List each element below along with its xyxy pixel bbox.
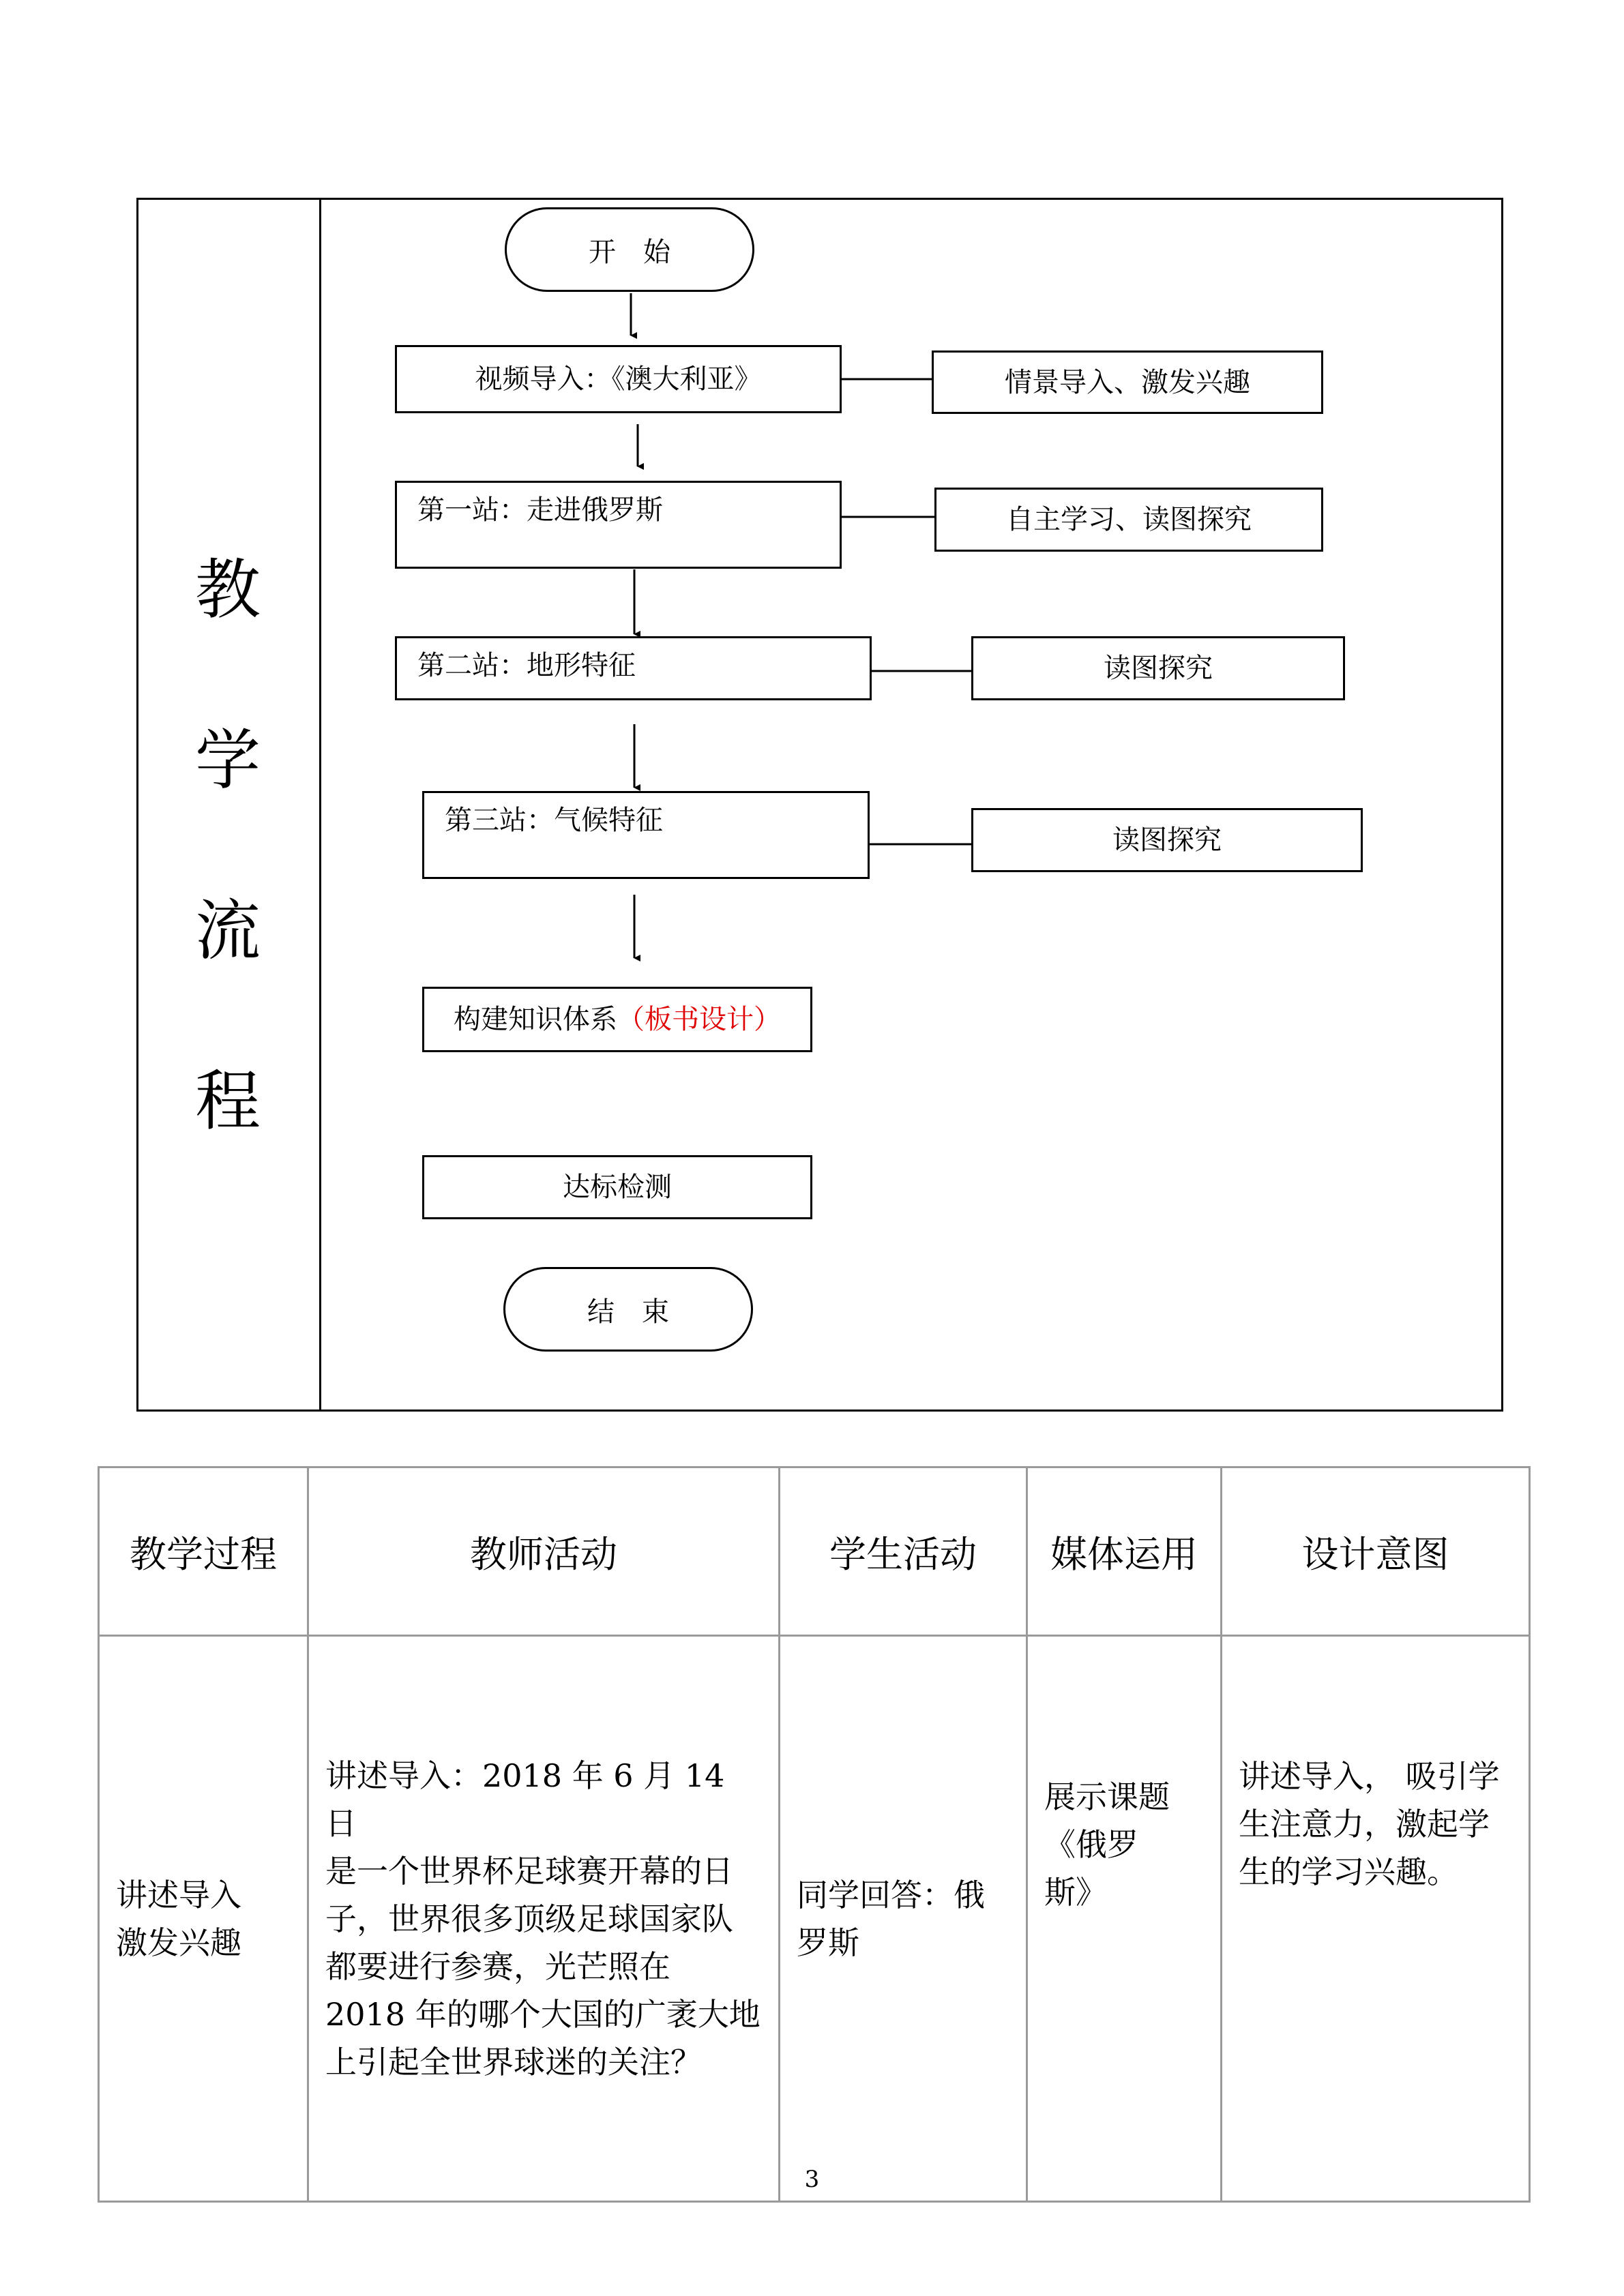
build-knowledge-highlight: （板书设计）	[617, 1004, 781, 1035]
cell-process-line: 激发兴趣	[116, 1924, 241, 1961]
cell-media-line: 《俄罗	[1044, 1826, 1138, 1863]
flow-step-station3: 第三站：气候特征	[422, 791, 870, 879]
cell-teacher	[308, 1636, 780, 2202]
cell-teacher-line: 讲述导入：2018 年 6 月 14 日	[325, 1757, 725, 1842]
cell-teacher-line: 子，世界很多顶级足球国家队	[325, 1900, 733, 1937]
table-header-row	[99, 1467, 1530, 1636]
flow-note-video: 情景导入、激发兴趣	[932, 351, 1323, 414]
side-label-char-3: 流	[195, 893, 261, 969]
flow-note-station2: 读图探究	[971, 636, 1345, 700]
side-label-char-2: 学	[195, 722, 261, 799]
build-knowledge-label: 构建知识体系	[454, 1004, 617, 1035]
flow-step-video: 视频导入：《澳大利亚》	[395, 345, 842, 413]
cell-intent	[1222, 1636, 1530, 2202]
flow-note-station3: 读图探究	[971, 808, 1363, 872]
cell-process	[99, 1636, 308, 2202]
header-student: 学生活动	[780, 1467, 1027, 1636]
cell-media-line: 展示课题	[1044, 1778, 1170, 1815]
flow-note-station1: 自主学习、读图探究	[934, 488, 1323, 552]
cell-intent-line: 生的学习兴趣。	[1239, 1853, 1458, 1890]
flow-end-terminal: 结 束	[503, 1267, 753, 1352]
side-label-char-4: 程	[195, 1063, 261, 1139]
header-media: 媒体运用	[1027, 1467, 1222, 1636]
cell-media	[1027, 1636, 1222, 2202]
flowchart-divider	[319, 198, 321, 1412]
flow-step-check: 达标检测	[422, 1155, 812, 1219]
cell-teacher-line: 是一个世界杯足球赛开幕的日	[325, 1852, 733, 1890]
header-teacher: 教师活动	[308, 1467, 780, 1636]
cell-process-line: 讲述导入	[116, 1876, 241, 1913]
page-number: 3	[804, 2166, 820, 2193]
lesson-plan-table	[98, 1466, 1531, 2203]
table-row	[99, 1636, 1530, 2202]
cell-student	[780, 1636, 1027, 2202]
flow-start-terminal: 开 始	[505, 207, 754, 292]
flow-step-build-knowledge	[422, 987, 812, 1052]
cell-student-line: 同学回答：俄	[797, 1876, 985, 1913]
side-label-char-1: 教	[195, 552, 261, 628]
header-process: 教学过程	[99, 1467, 308, 1636]
cell-intent-line: 生注意力，激起学	[1239, 1806, 1490, 1843]
cell-teacher-line: 都要进行参赛，光芒照在	[325, 1948, 670, 1985]
cell-teacher-line: 上引起全世界球迷的关注？	[325, 2043, 702, 2081]
flow-step-station1: 第一站：走进俄罗斯	[395, 481, 842, 569]
cell-student-line: 罗斯	[797, 1924, 859, 1961]
cell-intent-line: 讲述导入， 吸引学	[1239, 1758, 1500, 1795]
header-intent: 设计意图	[1222, 1467, 1530, 1636]
flow-step-station2: 第二站：地形特征	[395, 636, 872, 700]
cell-teacher-line: 2018 年的哪个大国的广袤大地	[325, 1995, 761, 2033]
cell-media-line: 斯》	[1044, 1874, 1107, 1911]
